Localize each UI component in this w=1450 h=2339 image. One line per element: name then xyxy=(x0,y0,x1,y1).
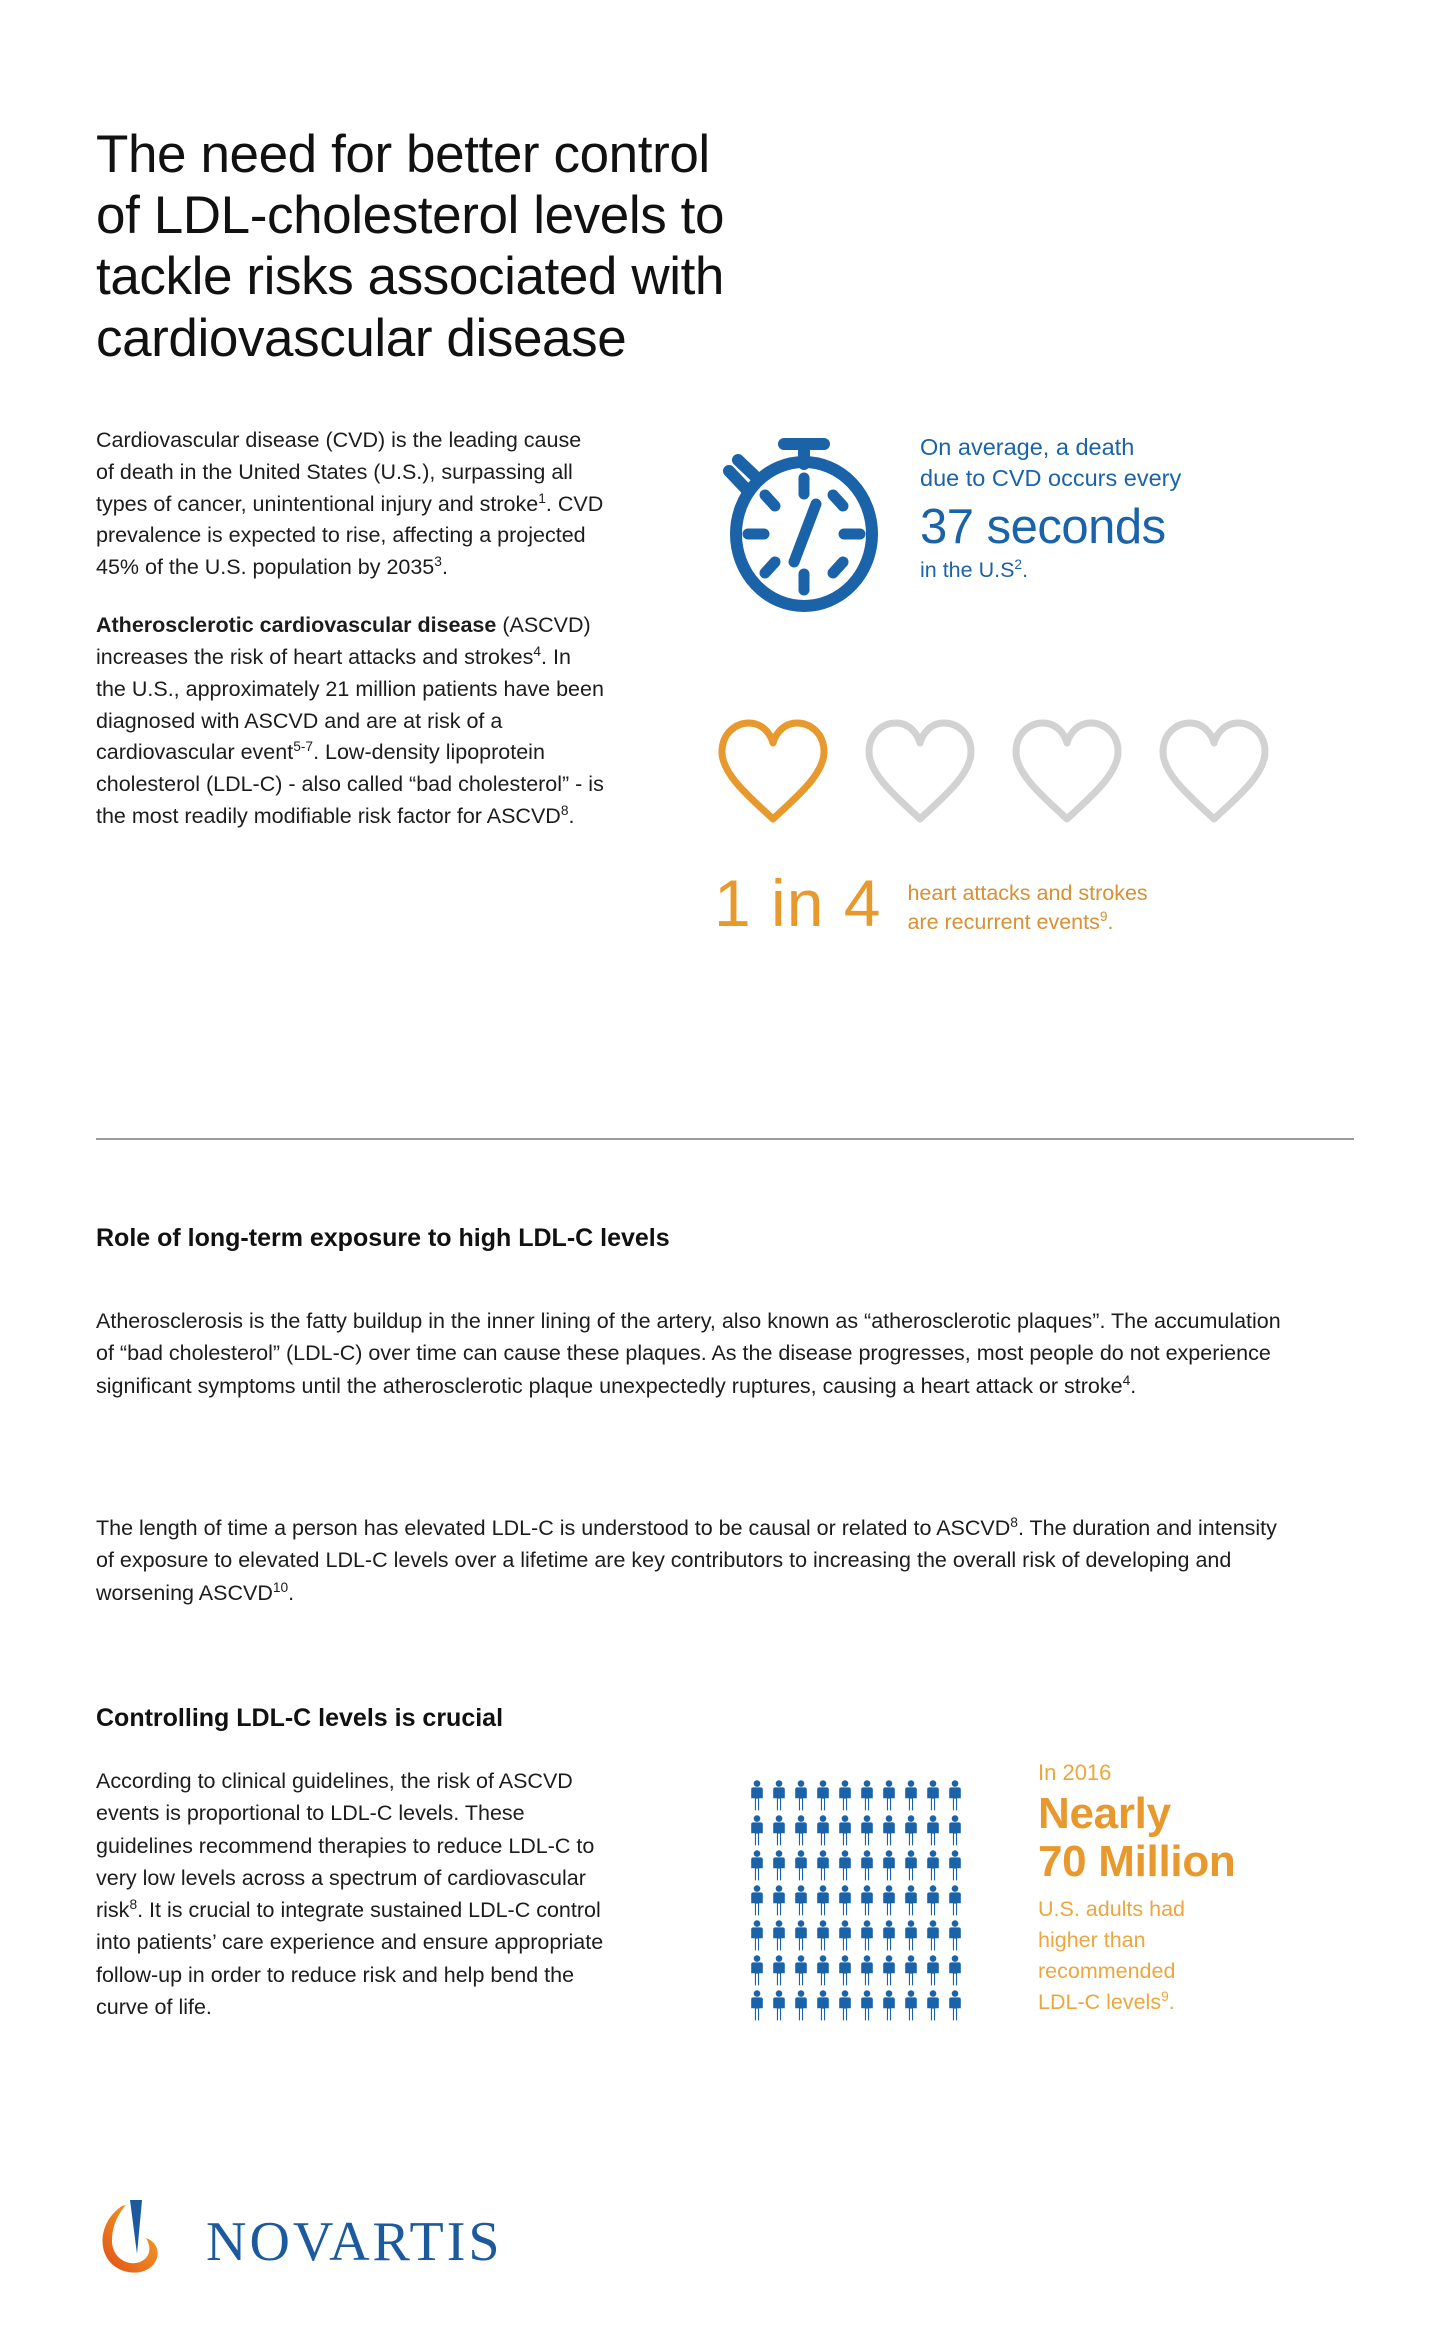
person-icon xyxy=(946,1780,968,1815)
stat-70-million-year: In 2016 xyxy=(1038,1760,1112,1785)
intro-p2-text-b: . In the U.S., approximately 21 million patients have been diagnosed with ASCVD and are at risk of a cardiovascular event xyxy=(96,644,604,765)
person-icon xyxy=(946,1920,968,1955)
stat-37-seconds xyxy=(712,430,1332,630)
stat-70-million-sub-line-1: U.S. adults had xyxy=(1038,1896,1186,1921)
stat-37-line-3-end: . xyxy=(1022,558,1029,583)
person-icon xyxy=(880,1780,902,1815)
intro-p1-text-b: . CVD prevalence is expected to rise, affecting a projected 45% of the U.S. population by 2035 xyxy=(96,491,604,580)
person-icon xyxy=(748,1850,770,1885)
person-icon xyxy=(836,1885,858,1920)
person-icon xyxy=(836,1780,858,1815)
page-title-line-1: The need for better control xyxy=(96,124,710,184)
person-icon xyxy=(902,1920,924,1955)
person-icon xyxy=(902,1850,924,1885)
stat-70-million-sub-line-2: higher than xyxy=(1038,1927,1146,1952)
person-icon xyxy=(946,1885,968,1920)
person-icon xyxy=(836,1920,858,1955)
person-icon xyxy=(924,1920,946,1955)
person-icon xyxy=(770,1850,792,1885)
person-icon xyxy=(946,1955,968,1990)
person-icon xyxy=(770,1990,792,2025)
person-icon xyxy=(924,1990,946,2025)
person-icon xyxy=(924,1955,946,1990)
stat-70-million-subtext xyxy=(1038,1894,1235,2018)
stat-1-in-4-text xyxy=(714,866,1148,940)
person-icon xyxy=(902,1780,924,1815)
person-icon xyxy=(924,1780,946,1815)
people-pictogram-grid xyxy=(748,1780,968,2025)
person-icon xyxy=(902,1990,924,2025)
person-icon xyxy=(836,1955,858,1990)
person-icon xyxy=(814,1815,836,1850)
page-title xyxy=(96,124,1176,370)
person-icon xyxy=(902,1955,924,1990)
person-icon xyxy=(792,1955,814,1990)
stat-1-in-4-caption-end: . xyxy=(1107,910,1114,935)
person-icon xyxy=(836,1990,858,2025)
stat-1-in-4-ratio: 1 in 4 xyxy=(714,866,882,940)
person-icon xyxy=(814,1955,836,1990)
stat-37-seconds-text xyxy=(920,432,1181,583)
person-icon xyxy=(858,1850,880,1885)
person-icon xyxy=(770,1885,792,1920)
section2-p1-end: . xyxy=(1130,1374,1137,1399)
person-icon xyxy=(792,1885,814,1920)
stat-70-million-text xyxy=(1038,1760,1235,2018)
stat-1-in-4-caption-line-2: are recurrent events xyxy=(907,910,1100,935)
person-icon xyxy=(792,1850,814,1885)
ascvd-lead-in: Atherosclerotic cardiovascular disease xyxy=(96,613,497,638)
person-icon xyxy=(792,1780,814,1815)
person-icon xyxy=(858,1990,880,2025)
novartis-flame-icon xyxy=(96,2196,174,2287)
ref-2: 2 xyxy=(1014,557,1023,573)
stat-70-million-headline-line-2: 70 Million xyxy=(1038,1836,1236,1886)
novartis-wordmark: NOVARTIS xyxy=(206,2210,503,2273)
ref-9: 9 xyxy=(1161,1988,1169,2004)
person-icon xyxy=(770,1920,792,1955)
person-icon xyxy=(924,1850,946,1885)
person-icon xyxy=(858,1885,880,1920)
page-title-line-2: of LDL-cholesterol levels to xyxy=(96,185,725,245)
person-icon xyxy=(902,1815,924,1850)
stat-1-in-4 xyxy=(712,715,1332,1005)
stat-37-line-3-text: in the U.S xyxy=(920,558,1015,583)
stat-70-million-headline-line-1: Nearly xyxy=(1038,1789,1171,1838)
ref-9: 9 xyxy=(1099,909,1108,925)
heart-icon-filled xyxy=(712,715,834,832)
section3-p1-text: According to clinical guidelines, the risk of ASCVD events is proportional to LDL-C levels. These guidelines recommend therapies to reduce LDL-C to very low levels across a spectrum of cardiovascular risk xyxy=(96,1769,595,1922)
person-icon xyxy=(880,1990,902,2025)
intro-p2-text-c: . Low-density lipoprotein cholesterol (LDL-C) - also called “bad cholesterol” - is the most readily modifiable risk factor for ASCVD xyxy=(96,740,604,828)
stat-1-in-4-caption-line-1: heart attacks and strokes xyxy=(907,881,1148,905)
person-icon xyxy=(814,1885,836,1920)
stat-37-line-1: On average, a death xyxy=(920,434,1135,460)
ref-10: 10 xyxy=(272,1580,289,1596)
section2-p2-text-a: The length of time a person has elevated LDL-C is understood to be causal or related to ASCVD xyxy=(96,1515,1011,1540)
person-icon xyxy=(858,1815,880,1850)
section3-paragraph-1 xyxy=(96,1765,616,2023)
intro-text-column xyxy=(96,425,604,833)
stat-70-million-sub-line-3: recommended xyxy=(1038,1958,1176,1983)
section2-paragraph-2 xyxy=(96,1512,1281,1611)
person-icon xyxy=(770,1955,792,1990)
person-icon xyxy=(858,1955,880,1990)
heart-icon-empty xyxy=(859,715,981,832)
novartis-logo xyxy=(96,2196,503,2287)
ref-8: 8 xyxy=(560,802,569,818)
section3-p1-end: . It is crucial to integrate sustained LDL-C control into patients’ care experience and ensure appropriate follow-up in order to reduce risk and help bend the curve of life. xyxy=(96,1898,604,2019)
person-icon xyxy=(748,1920,770,1955)
person-icon xyxy=(946,1990,968,2025)
section3-text-column xyxy=(96,1765,616,2023)
person-icon xyxy=(880,1955,902,1990)
person-icon xyxy=(748,1780,770,1815)
section2-p1-text: Atherosclerosis is the fatty buildup in the inner lining of the artery, also known as “atherosclerotic plaques”. The accumulation of “bad cholesterol” (LDL-C) over time can cause these plaques. As the disease progresses, most people do not experience significant symptoms until the atherosclerotic plaque unexpectedly ruptures, causing a heart attack or stroke xyxy=(96,1308,1281,1399)
person-icon xyxy=(770,1815,792,1850)
person-icon xyxy=(836,1850,858,1885)
person-icon xyxy=(814,1850,836,1885)
person-icon xyxy=(924,1885,946,1920)
intro-paragraph-1 xyxy=(96,425,604,584)
person-icon xyxy=(902,1885,924,1920)
person-icon xyxy=(880,1920,902,1955)
page-title-line-4: cardiovascular disease xyxy=(96,308,627,368)
person-icon xyxy=(880,1885,902,1920)
section-divider xyxy=(96,1138,1354,1140)
stat-70-million-sub-end: . xyxy=(1168,1989,1175,2014)
stat-70-million-headline xyxy=(1038,1790,1235,1886)
section2-p2-end: . xyxy=(288,1581,295,1606)
person-icon xyxy=(792,1815,814,1850)
person-icon xyxy=(770,1780,792,1815)
person-icon xyxy=(748,1815,770,1850)
stat-70-million-sub-line-4: LDL-C levels xyxy=(1038,1989,1162,2014)
ref-5-7: 5-7 xyxy=(293,739,314,755)
section-heading-role-of-exposure: Role of long-term exposure to high LDL-C levels xyxy=(96,1223,670,1252)
ref-4: 4 xyxy=(533,643,542,659)
intro-paragraph-2 xyxy=(96,610,604,833)
hearts-row xyxy=(712,715,1275,832)
person-icon xyxy=(814,1990,836,2025)
person-icon xyxy=(946,1815,968,1850)
person-icon xyxy=(946,1850,968,1885)
person-icon xyxy=(858,1780,880,1815)
stat-37-line-3 xyxy=(920,558,1181,583)
person-icon xyxy=(880,1815,902,1850)
stat-1-in-4-caption xyxy=(907,879,1147,937)
ref-8: 8 xyxy=(1010,1514,1018,1530)
person-icon xyxy=(858,1920,880,1955)
stat-37-headline: 37 seconds xyxy=(920,499,1166,554)
person-icon xyxy=(836,1815,858,1850)
person-icon xyxy=(792,1990,814,2025)
heart-icon-empty xyxy=(1006,715,1128,832)
stopwatch-icon xyxy=(712,430,890,617)
section-heading-controlling-ldl: Controlling LDL-C levels is crucial xyxy=(96,1703,504,1732)
ref-1: 1 xyxy=(538,490,546,506)
ref-3: 3 xyxy=(434,554,442,570)
person-icon xyxy=(748,1955,770,1990)
person-icon xyxy=(880,1850,902,1885)
person-icon xyxy=(814,1780,836,1815)
stat-37-line-2: due to CVD occurs every xyxy=(920,465,1182,492)
page-title-line-3: tackle risks associated with xyxy=(96,247,724,307)
intro-p2-text-d: . xyxy=(568,803,575,828)
ref-8: 8 xyxy=(129,1896,138,1912)
section2-p2-text-b: . The duration and intensity of exposure to elevated LDL-C levels over a lifetime are key contributors to increasing the overall risk of developing and worsening ASCVD xyxy=(96,1515,1277,1606)
ref-4: 4 xyxy=(1122,1373,1131,1389)
intro-p1-text-a: Cardiovascular disease (CVD) is the leading cause of death in the United States (U.S.), surpassing all types of cancer, unintentional injury and stroke xyxy=(96,428,582,516)
intro-p2-text-a: (ASCVD) increases the risk of heart attacks and strokes xyxy=(96,613,591,669)
person-icon xyxy=(792,1920,814,1955)
person-icon xyxy=(924,1815,946,1850)
section2-paragraph-1 xyxy=(96,1305,1281,1404)
person-icon xyxy=(748,1990,770,2025)
person-icon xyxy=(748,1885,770,1920)
person-icon xyxy=(814,1920,836,1955)
heart-icon-empty xyxy=(1153,715,1275,832)
intro-p1-text-c: . xyxy=(441,555,448,580)
